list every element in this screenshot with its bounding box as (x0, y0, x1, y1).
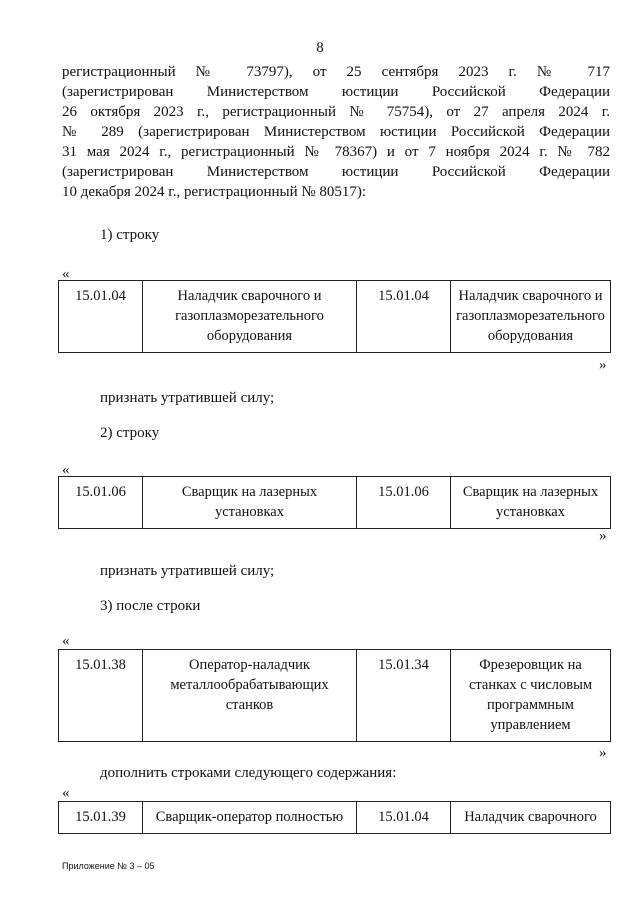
table-row (59, 650, 611, 742)
intro-line-4: № 289 (зарегистрирован Министерством юстиции Российской Федерации (62, 124, 610, 140)
name-cell: Наладчик сварочного (451, 802, 611, 834)
code-cell: 15.01.04 (357, 802, 451, 834)
table-row (59, 477, 611, 529)
code-cell: 15.01.04 (357, 281, 451, 353)
name-cell: Оператор-наладчик металлообрабатывающих станков (143, 650, 357, 742)
page-number: 8 (316, 40, 324, 56)
page-footer: Приложение № 3 – 05 (62, 861, 155, 871)
item2-label: 2) строку (100, 425, 160, 441)
close-quote-1: » (599, 357, 607, 373)
name-cell: Фрезеровщик на станках с числовым программным управлением (451, 650, 611, 742)
open-quote-1: « (62, 266, 70, 282)
name-cell: Наладчик сварочного и газоплазморезательного оборудования (143, 281, 357, 353)
name-cell: Сварщик на лазерных установках (143, 477, 357, 529)
code-cell: 15.01.06 (357, 477, 451, 529)
close-quote-3: » (599, 745, 607, 761)
item1-label: 1) строку (100, 227, 160, 243)
intro-line-2: (зарегистрирован Министерством юстиции Российской Федерации (62, 84, 610, 100)
table-item2 (58, 476, 611, 529)
intro-line-3: 26 октября 2023 г., регистрационный № 75754), от 27 апреля 2024 г. (62, 104, 610, 120)
intro-line-7: 10 декабря 2024 г., регистрационный № 80517): (62, 184, 367, 200)
table-row (59, 281, 611, 353)
item1-action: признать утратившей силу; (100, 390, 275, 406)
open-quote-3: « (62, 633, 70, 649)
open-quote-2: « (62, 462, 70, 478)
code-cell: 15.01.39 (59, 802, 143, 834)
item3-action: дополнить строками следующего содержания: (100, 765, 397, 781)
open-quote-4: « (62, 785, 70, 801)
code-cell: 15.01.34 (357, 650, 451, 742)
intro-line-6: (зарегистрирован Министерством юстиции Российской Федерации (62, 164, 610, 180)
name-cell: Сварщик на лазерных установках (451, 477, 611, 529)
table-item3 (58, 649, 611, 742)
item3-label: 3) после строки (100, 598, 201, 614)
table-row (59, 802, 611, 834)
table-item4 (58, 801, 611, 834)
intro-line-1: регистрационный № 73797), от 25 сентября 2023 г. № 717 (62, 64, 610, 80)
code-cell: 15.01.06 (59, 477, 143, 529)
name-cell: Сварщик-оператор полностью (143, 802, 357, 834)
close-quote-2: » (599, 528, 607, 544)
name-cell: Наладчик сварочного и газоплазморезательного оборудования (451, 281, 611, 353)
table-item1 (58, 280, 611, 353)
code-cell: 15.01.38 (59, 650, 143, 742)
code-cell: 15.01.04 (59, 281, 143, 353)
item2-action: признать утратившей силу; (100, 563, 275, 579)
intro-line-5: 31 мая 2024 г., регистрационный № 78367) и от 7 ноября 2024 г. № 782 (62, 144, 610, 160)
